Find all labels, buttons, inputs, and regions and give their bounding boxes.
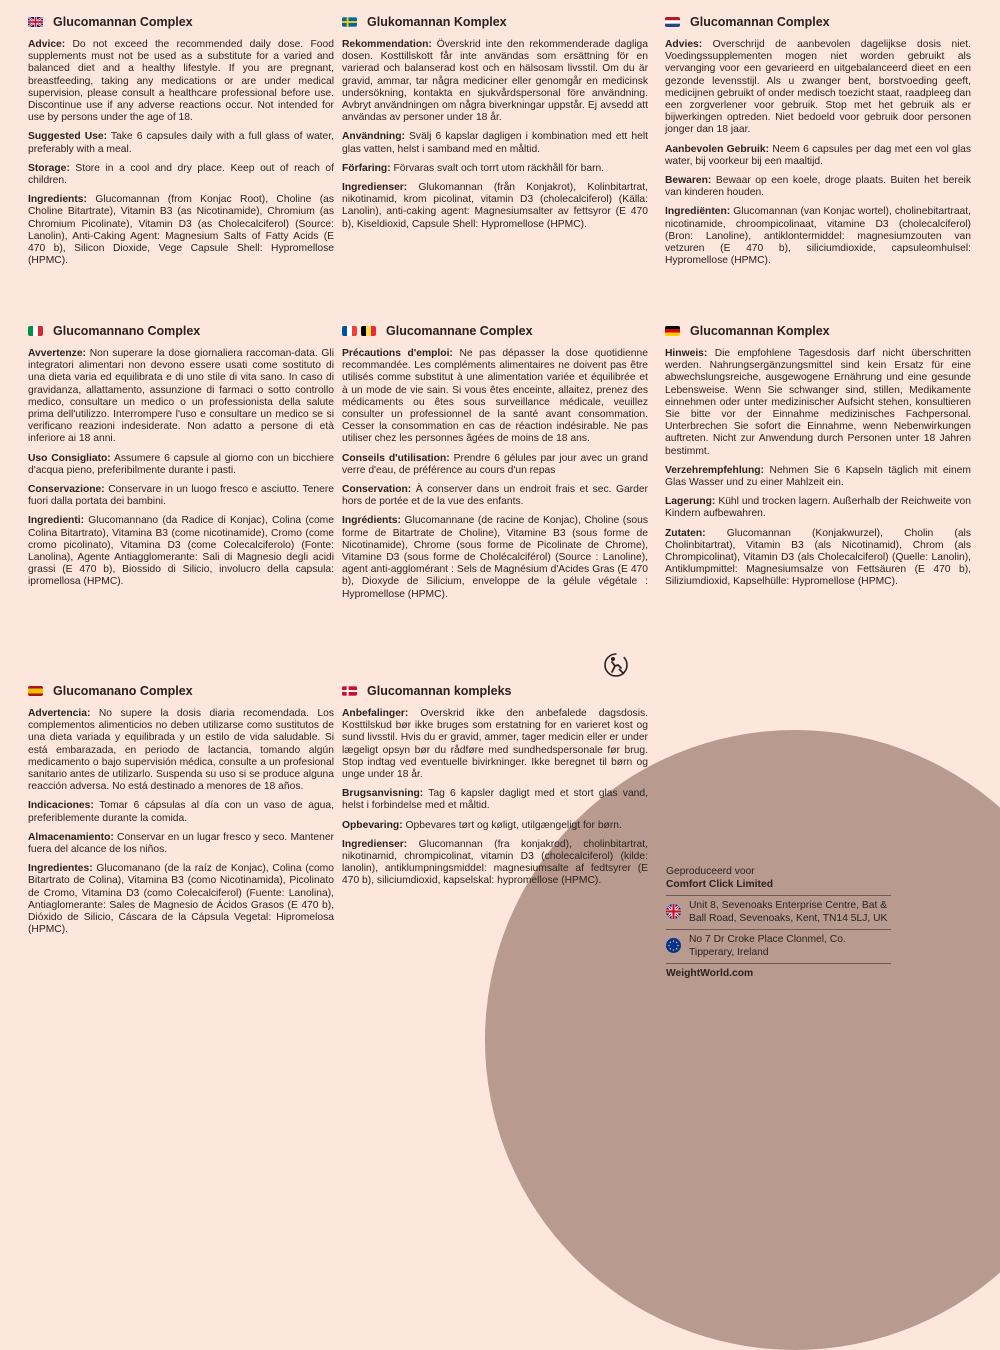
advice-paragraph: Précautions d'emploi: Ne pas dépasser la dose quotidienne recommandée. Les compléments alimentaires ne doivent pas être utilisés comme substitut à une alimentation variée et équilibrée et à un mode de vie sain. Si vous êtes enceinte, allaitez, prenez des médicaments ou êtes sous surveillance médicale, veuillez consulter un professionnel de la santé avant consommation. Cesser la consommation en cas de réaction indésirable. Ne pas utiliser chez les personnes âgées de moins de 18 ans. <box>342 348 648 445</box>
ingredients-paragraph: Ingrédients: Glucomannane (de racine de Konjac), Choline (sous forme de Bitartrate de Choline), Vitamine B3 (sous forme de Nicotinamide), Chrome (sous forme de Picolinate de Chrome), Vitamine D3 (sous forme de Cholécalciférol) (Source : Lanoline), agent anti-agglomérant : Sels de Magnésium d'Acides Gras (E 470 b), Dioxyde de Silicium, enveloppe de la gélule végétale : Hypromellose (HPMC). <box>342 515 648 600</box>
use-paragraph: Suggested Use: Take 6 capsules daily with a full glass of water, preferably with a meal. <box>28 131 334 155</box>
eu-address-row <box>666 934 891 959</box>
section-spanish <box>28 683 334 943</box>
advice-paragraph: Advice: Do not exceed the recommended daily dose. Food supplements must not be used as a substitute for a varied and balanced diet and a healthy lifestyle. If you are pregnant, breastfeeding, taking any medications or are under medical supervision, please consult a healthcare professional before use. Discontinue use if any adverse reactions occur. Not intended for use by persons under the age of 18. <box>28 39 334 124</box>
ingredients-paragraph: Ingredients: Glucomannan (from Konjac Root), Choline (as Choline Bitartrate), Vitamin B3 (as Nicotinamide), Chromium (as Chromium Picolinate), Vitamin D3 (as Cholecalciferol) (Source: Lanolin), Anti-Caking Agent: Magnesium Salts of Fatty Acids (E 470 b), Silicon Dioxide, Vege Capsule Shell: Hypromellose (HPMC). <box>28 194 334 267</box>
uk-address: Unit 8, Sevenoaks Enterprise Centre, Bat & Ball Road, Sevenoaks, Kent, TN14 5LJ, UK <box>689 900 888 924</box>
divider <box>666 895 891 896</box>
section-german <box>665 323 971 596</box>
france-flag-icon <box>342 326 357 336</box>
uk-address-row <box>666 900 891 925</box>
divider <box>666 963 891 964</box>
section-danish <box>342 683 648 895</box>
storage-paragraph: Conservation: À conserver dans un endroit frais et sec. Garder hors de portée et de la vue des enfants. <box>342 484 648 508</box>
belgium-flag-icon <box>361 326 376 336</box>
advice-paragraph: Hinweis: Die empfohlene Tagesdosis darf nicht überschritten werden. Nahrungsergänzungsmittel sind kein Ersatz für eine abwechslungsreiche, ausgewogene Ernährung und eine gesunde Lebensweise. Wenn Sie schwanger sind, stillen, Medikamente einnehmen oder unter medizinischer Aufsicht stehen, konsultieren Sie bitte vor der Einnahme medizinisches Fachpersonal. Unterbrechen Sie sofort die Einnahme, wenn Nebenwirkungen auftreten. Nicht zur Anwendung durch Personen unter 18 Jahren bestimmt. <box>665 348 971 457</box>
produced-for-label: Geproduceerd voor <box>666 866 755 877</box>
storage-paragraph: Opbevaring: Opbevares tørt og køligt, utilgængeligt for børn. <box>342 819 622 831</box>
ingredients-paragraph: Ingrediënten: Glucomannan (van Konjac wortel), cholinebitartraat, nicotinamide, chroompicolinaat, vitamine D3 (cholecalciferol) (Bron: Lanoline), antiklontermiddel: magnesiumzouten van vetzuren (E 470 b), siliciumdioxide, capsuleomhulsel: Hypromellose (HPMC). <box>665 206 971 267</box>
section-title: Glucomannan Complex <box>690 14 830 29</box>
use-paragraph: Conseils d'utilisation: Prendre 6 gélules par jour avec un grand verre d'eau, de préférence au cours d'un repas <box>342 452 648 476</box>
section-heading <box>342 323 648 339</box>
advice-paragraph: Rekommendation: Överskrid inte den rekommenderade dagliga dosen. Kosttillskott får inte användas som ersättning för en varierad och balanserad kost och en hälsosam livsstil. Om du är gravid, ammar, tar några mediciner eller genomgår en medicinsk undersökning, kontakta en sjukvårdspersonal före användning. Avbryt användningen om några biverkningar uppstår. Ej avsedd att användas av personer under 18 år. <box>342 39 648 124</box>
section-heading <box>342 683 648 699</box>
uk-flag-icon <box>666 904 681 919</box>
manufacturer-info <box>666 866 891 981</box>
use-paragraph: Uso Consigliato: Assumere 6 capsule al giorno con un bicchiere d'acqua pieno, preferibilmente durante i pasti. <box>28 452 334 476</box>
section-heading <box>342 14 648 30</box>
section-title: Glucomannano Complex <box>53 323 201 338</box>
ingredients-paragraph: Ingredienser: Glukomannan (från Konjakrot), Kolinbitartrat, nikotinamid, krom picolinat, vitamin D3 (cholecalciferol) (Källa: Lanolin), anti-caking agent: Magnesiumsalter av fettsyror (E 470 b), Kiseldioxid, Capsule Shell: Hypromellose (HPMC). <box>342 182 648 230</box>
storage-paragraph: Lagerung: Kühl und trocken lagern. Außerhalb der Reichweite von Kindern aufbewahren. <box>665 496 971 520</box>
section-heading <box>28 323 334 339</box>
section-title: Glukomannan Komplex <box>367 14 507 29</box>
sweden-flag-icon <box>342 17 357 27</box>
section-english <box>28 14 334 274</box>
section-title: Glucomannan Complex <box>53 14 193 29</box>
uk-flag-icon <box>28 17 43 27</box>
storage-paragraph: Förfaring: Förvaras svalt och torrt utom räckhåll för barn. <box>342 162 605 174</box>
advice-paragraph: Advies: Overschrijd de aanbevolen dagelijkse dosis niet. Voedingssupplementen mogen niet worden gebruikt als vervanging voor een gevarieerd en uitgebalanceerd dieet en een gezonde levensstijl. Als u zwanger bent, borstvoeding geeft, medicijnen gebruikt of onder medisch toezicht staat, raadpleeg dan een zorgverlener voor gebruik. Stop met het gebruik als er bijwerkingen optreden. Niet bedoeld voor gebruik door personen jonger dan 18 jaar. <box>665 39 971 136</box>
ingredients-paragraph: Zutaten: Glucomannan (Konjakwurzel), Cholin (als Cholinbitartrat), Vitamin B3 (als Nicotinamid), Chrom (als Chrompicolinat), Vitamin D3 (als Cholecalciferol) (Quelle: Lanolin), Antiklumpmittel: Magnesiumsalze von Fettsäuren (E 470 b), Siliziumdioxid, Kapselhülle: Hypromellose (HPMC). <box>665 527 971 588</box>
spain-flag-icon <box>28 686 43 696</box>
storage-paragraph: Bewaren: Bewaar op een koele, droge plaats. Buiten het bereik van kinderen houden. <box>665 175 971 199</box>
section-french <box>342 323 648 608</box>
section-dutch <box>665 14 971 274</box>
use-paragraph: Indicaciones: Tomar 6 cápsulas al día con un vaso de agua, preferiblemente durante la comida. <box>28 800 334 824</box>
eu-address: No 7 Dr Croke Place Clonmel, Co. Tipperary, Ireland <box>689 934 846 958</box>
use-paragraph: Aanbevolen Gebruik: Neem 6 capsules per dag met een vol glas water, bij voorkeur bij een maaltijd. <box>665 143 971 167</box>
use-paragraph: Verzehrempfehlung: Nehmen Sie 6 Kapseln täglich mit einem Glas Wasser und zu einer Mahlzeit ein. <box>665 464 971 489</box>
section-heading <box>665 323 971 339</box>
ingredients-paragraph: Ingredienti: Glucomannano (da Radice di Konjac), Colina (come Colina Bitartrato), Vitamina B3 (come nicotinamide), Cromo (come cromo picolinato), Vitamina D3 (come Colecalciferolo) (Fonte: Lanolina), Agente Antiagglomerante: Sali di Magnesio degli acidi grassi (E 470 b), Biossido di Silicio, involucro della capsula: ipromellosa (HPMC). <box>28 515 334 588</box>
section-italian <box>28 323 334 596</box>
advice-paragraph: Advertencia: No supere la dosis diaria recomendada. Los complementos alimenticios no deben utilizarse como sustitutos de una dieta variada y equilibrada y un estilo de vida saludable. Si está embarazada, en periodo de lactancia, tomando algún medicamento o bajo supervisión médica, consulte a un profesional sanitario antes de utilizarlo. Suspenda su uso si se produce alguna reacción adversa. No está destinado a menores de 18 años. <box>28 708 334 793</box>
advice-paragraph: Anbefalinger: Overskrid ikke den anbefalede dagsdosis. Kosttilskud bør ikke bruges som erstatning for en varieret kost og sund livsstil. Hvis du er gravid, ammer, tager medicin eller er under lægeligt opsyn bør du rådføre med sundhedspersonale før brug. Stop indtag ved eventuelle bivirkninger. Ikke beregnet til børn og unge under 18 år. <box>342 708 648 781</box>
section-title: Glucomannan kompleks <box>367 683 512 698</box>
advice-paragraph: Avvertenze: Non superare la dose giornaliera raccoman-data. Gli integratori alimentari non devono essere usati come sostituto di una dieta varia ed equilibrata e di uno stile di vita sano. In caso di gravidanza, allattamento, assunzione di farmaci o sotto controllo medico, consultare un medico o un professionista della salute prima dell'utilizzo. Interrompere l'uso e consultare un medico se si verificano reazioni indesiderate. Non adatto a persone di età inferiore ai 18 anni. <box>28 348 334 445</box>
company-name: Comfort Click Limited <box>666 878 773 890</box>
section-title: Glucomannan Komplex <box>690 323 830 338</box>
section-title: Glucomannane Complex <box>386 323 533 338</box>
divider <box>666 929 891 930</box>
storage-paragraph: Almacenamiento: Conservar en un lugar fresco y seco. Mantener fuera del alcance de los niños. <box>28 831 334 856</box>
section-heading <box>28 683 334 699</box>
netherlands-flag-icon <box>665 17 680 27</box>
section-heading <box>665 14 971 30</box>
storage-paragraph: Storage: Store in a cool and dry place. Keep out of reach of children. <box>28 162 334 187</box>
storage-paragraph: Conservazione: Conservare in un luogo fresco e asciutto. Tenere fuori dalla portata dei bambini. <box>28 484 334 508</box>
use-paragraph: Brugsanvisning: Tag 6 kapsler dagligt med et stort glas vand, helst i forbindelse med et måltid. <box>342 788 648 812</box>
italy-flag-icon <box>28 326 43 336</box>
website-link[interactable]: WeightWorld.com <box>666 968 754 979</box>
section-heading <box>28 14 334 30</box>
ingredients-paragraph: Ingredientes: Glucomanano (de la raíz de Konjac), Colina (como Bitartrato de Colina), Vitamina B3 (como Nicotinamida), Picolinato de Cromo, Vitamina D3 (como Colecalciferol) (Fuente: Lanolina), Antiaglomerante: Sales de Magnesio de Ácidos Grasos (E 470 b), Dióxido de Silicio, Cáscara de la Cápsula Vegetal: Hipromelosa (HPMC). <box>28 863 334 936</box>
eu-flag-icon <box>666 938 681 953</box>
denmark-flag-icon <box>342 686 357 696</box>
section-title: Glucomanano Complex <box>53 683 193 698</box>
use-paragraph: Användning: Svälj 6 kapslar dagligen i kombination med ett helt glas vatten, helst i samband med en måltid. <box>342 131 648 155</box>
section-swedish <box>342 14 648 238</box>
recycling-symbol-icon <box>603 652 629 678</box>
germany-flag-icon <box>665 326 680 336</box>
ingredients-paragraph: Ingredienser: Glucomannan (fra konjakrod), cholinbitartrat, nikotinamid, chrompicolinat, vitamin D3 (cholecalciferol) (kilde: lanolin), antiklumpningsmiddel: magnesiumsalte af fedtsyrer (E 470 b), siliciumdioxid, kapselskal: hypromellose (HPMC). <box>342 838 648 887</box>
